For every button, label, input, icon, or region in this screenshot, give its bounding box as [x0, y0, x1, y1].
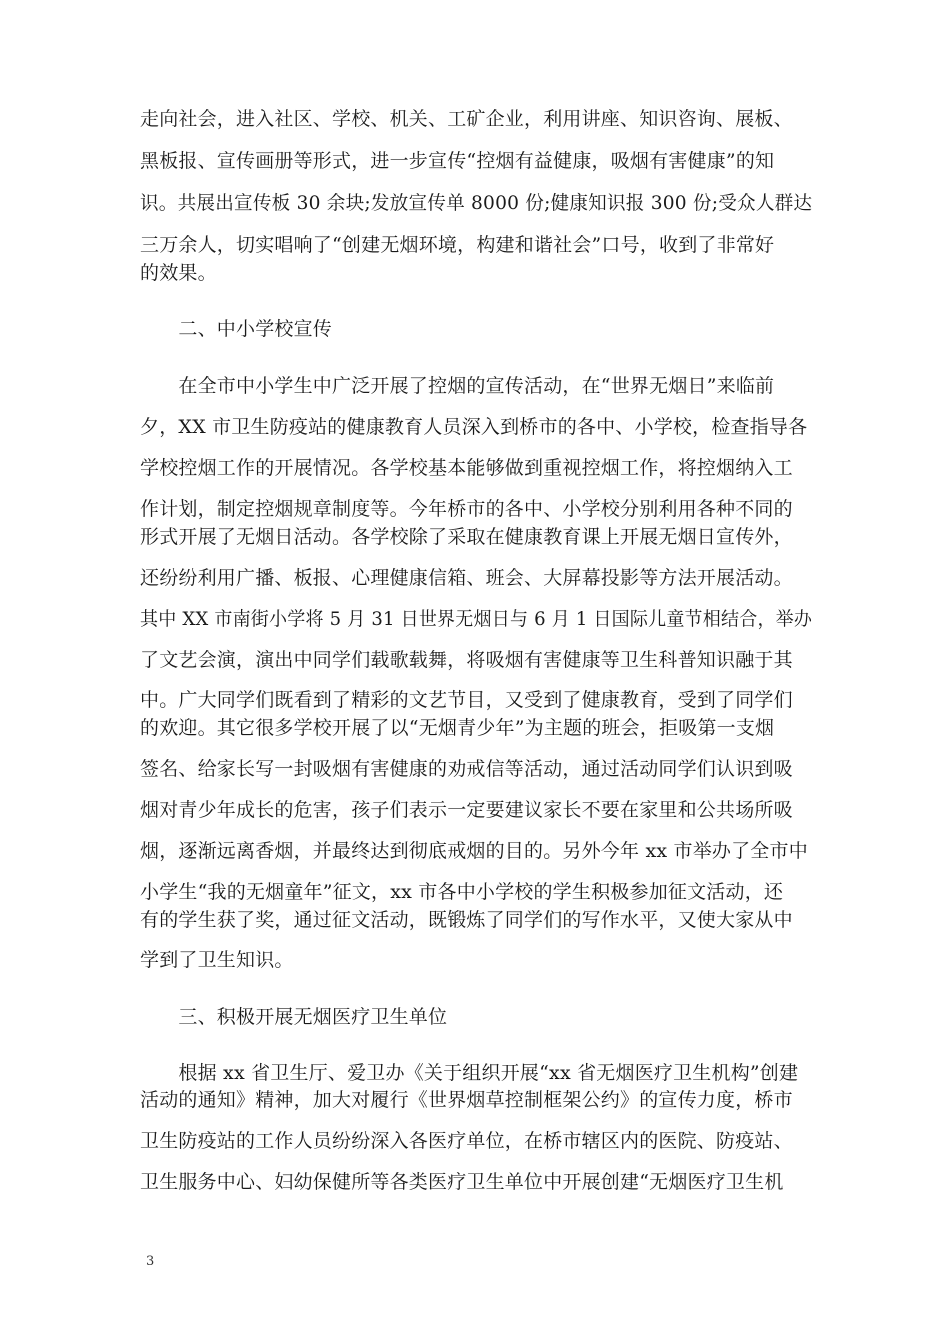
text-line: 烟，逐渐远离香烟，并最终达到彻底戒烟的目的。另外今年 xx 市举办了全市中	[140, 840, 808, 862]
text-line: 的效果。	[140, 262, 217, 284]
text-line: 中。广大同学们既看到了精彩的文艺节目，又受到了健康教育，受到了同学们	[140, 689, 793, 711]
text-line: 形式开展了无烟日活动。各学校除了采取在健康教育课上开展无烟日宣传外，	[140, 526, 793, 548]
text-line: 在全市中小学生中广泛开展了控烟的宣传活动，在“世界无烟日”来临前	[140, 375, 775, 397]
section-heading: 三、积极开展无烟医疗卫生单位	[140, 1006, 448, 1028]
text-line: 走向社会，进入社区、学校、机关、工矿企业，利用讲座、知识咨询、展板、	[140, 108, 793, 130]
text-line: 学到了卫生知识。	[140, 949, 294, 971]
text-line: 卫生防疫站的工作人员纷纷深入各医疗单位，在桥市辖区内的医院、防疫站、	[140, 1130, 793, 1152]
text-line: 烟对青少年成长的危害，孩子们表示一定要建议家长不要在家里和公共场所吸	[140, 799, 793, 821]
text-line: 作计划，制定控烟规章制度等。今年桥市的各中、小学校分别利用各种不同的	[140, 498, 793, 520]
text-line: 还纷纷利用广播、板报、心理健康信箱、班会、大屏幕投影等方法开展活动。	[140, 567, 793, 589]
text-line: 识。共展出宣传板 30 余块;发放宣传单 8000 份;健康知识报 300 份;受众人群达	[140, 192, 813, 214]
text-line: 的欢迎。其它很多学校开展了以“无烟青少年”为主题的班会，拒吸第一支烟	[140, 717, 775, 739]
section-heading: 二、中小学校宣传	[140, 318, 333, 340]
text-line: 了文艺会演，演出中同学们载歌载舞，将吸烟有害健康等卫生科普知识融于其	[140, 649, 793, 671]
text-line: 学校控烟工作的开展情况。各学校基本能够做到重视控烟工作，将控烟纳入工	[140, 457, 793, 479]
text-line: 夕，XX 市卫生防疫站的健康教育人员深入到桥市的各中、小学校，检查指导各	[140, 416, 808, 438]
text-line: 签名、给家长写一封吸烟有害健康的劝戒信等活动，通过活动同学们认识到吸	[140, 758, 793, 780]
text-line: 有的学生获了奖，通过征文活动，既锻炼了同学们的写作水平，又使大家从中	[140, 909, 793, 931]
page-number: 3	[146, 1254, 155, 1269]
text-line: 卫生服务中心、妇幼保健所等各类医疗卫生单位中开展创建“无烟医疗卫生机	[140, 1171, 784, 1193]
text-line: 根据 xx 省卫生厅、爱卫办《关于组织开展“xx 省无烟医疗卫生机构”创建	[140, 1062, 799, 1084]
text-line: 黑板报、宣传画册等形式，进一步宣传“控烟有益健康，吸烟有害健康”的知	[140, 150, 775, 172]
text-line: 三万余人，切实唱响了“创建无烟环境，构建和谐社会”口号，收到了非常好	[140, 234, 775, 256]
text-line: 活动的通知》精神，加大对履行《世界烟草控制框架公约》的宣传力度，桥市	[140, 1089, 793, 1111]
text-line: 其中 XX 市南街小学将 5 月 31 日世界无烟日与 6 月 1 日国际儿童节相结合，举办	[140, 608, 813, 630]
text-line: 小学生“我的无烟童年”征文，xx 市各中小学校的学生积极参加征文活动，还	[140, 881, 784, 903]
